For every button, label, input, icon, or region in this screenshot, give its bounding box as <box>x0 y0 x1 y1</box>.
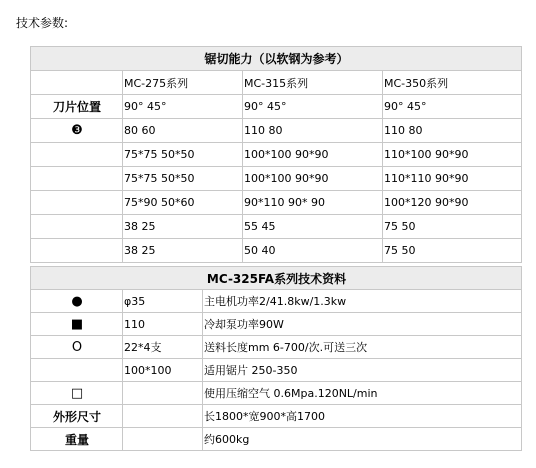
table-title: MC-325FA系列技术资料 <box>31 267 522 290</box>
table-cell: 22*4支 <box>123 336 203 359</box>
row-label <box>31 167 123 191</box>
row-label <box>31 191 123 215</box>
table-cell: 90*110 90* 90 <box>243 191 383 215</box>
model-header-row <box>31 71 522 95</box>
table-cell: 110 <box>123 313 203 336</box>
table-row <box>31 167 522 191</box>
table-title-row <box>31 47 522 71</box>
table-cell: 长1800*宽900*高1700 <box>203 405 522 428</box>
table-title-row <box>31 267 522 290</box>
technical-data-table <box>30 266 522 451</box>
table-cell: 75*75 50*50 <box>123 143 243 167</box>
table-cell: 80 60 <box>123 119 243 143</box>
square-outline-icon: □ <box>31 382 123 405</box>
number-three-icon: ❸ <box>31 119 123 143</box>
table-cell: 110 80 <box>243 119 383 143</box>
table-row <box>31 359 522 382</box>
model-header: MC-275系列 <box>123 71 243 95</box>
table-cell: φ35 <box>123 290 203 313</box>
table-cell: 38 25 <box>123 215 243 239</box>
table-cell <box>123 405 203 428</box>
page-label: 技术参数: <box>16 16 69 30</box>
table-row <box>31 191 522 215</box>
table-cell <box>123 382 203 405</box>
table-cell: 75 50 <box>383 239 522 263</box>
filled-square-icon: ■ <box>31 313 123 336</box>
row-label <box>31 359 123 382</box>
row-label: 刀片位置 <box>31 95 123 119</box>
table-cell: 送料长度mm 6-700/次.可送三次 <box>203 336 522 359</box>
model-header: MC-350系列 <box>383 71 522 95</box>
table-cell: 使用压缩空气 0.6Mpa.120NL/min <box>203 382 522 405</box>
table-row <box>31 290 522 313</box>
row-label <box>31 239 123 263</box>
table-cell: 110*100 90*90 <box>383 143 522 167</box>
table-cell: 100*100 <box>123 359 203 382</box>
table-cell: 100*100 90*90 <box>243 143 383 167</box>
table-row <box>31 119 522 143</box>
model-header: MC-315系列 <box>243 71 383 95</box>
table-row <box>31 336 522 359</box>
table-cell: 110 80 <box>383 119 522 143</box>
table-row <box>31 143 522 167</box>
sawing-capacity-table <box>30 46 522 263</box>
row-label <box>31 143 123 167</box>
table-cell: 冷却泵功率90W <box>203 313 522 336</box>
table-cell: 75*75 50*50 <box>123 167 243 191</box>
circle-outline-icon: O <box>31 336 123 359</box>
table-cell: 主电机功率2/41.8kw/1.3kw <box>203 290 522 313</box>
table-cell: 90° 45° <box>123 95 243 119</box>
table-cell: 75*90 50*60 <box>123 191 243 215</box>
filled-circle-icon: ● <box>31 290 123 313</box>
table-cell: 约600kg <box>203 428 522 451</box>
table-row <box>31 428 522 451</box>
table-row <box>31 95 522 119</box>
row-label: 外形尺寸 <box>31 405 123 428</box>
table-cell: 75 50 <box>383 215 522 239</box>
table-cell <box>123 428 203 451</box>
table-row <box>31 313 522 336</box>
table-row <box>31 405 522 428</box>
table-cell: 50 40 <box>243 239 383 263</box>
table-cell: 100*100 90*90 <box>243 167 383 191</box>
table-cell: 100*120 90*90 <box>383 191 522 215</box>
table-row <box>31 215 522 239</box>
table-cell: 适用锯片 250-350 <box>203 359 522 382</box>
corner-cell <box>31 71 123 95</box>
table-cell: 38 25 <box>123 239 243 263</box>
table-cell: 110*110 90*90 <box>383 167 522 191</box>
table-row <box>31 239 522 263</box>
table-title: 锯切能力（以软钢为参考） <box>31 47 522 71</box>
table-cell: 90° 45° <box>243 95 383 119</box>
row-label: 重量 <box>31 428 123 451</box>
table-cell: 55 45 <box>243 215 383 239</box>
row-label <box>31 215 123 239</box>
table-cell: 90° 45° <box>383 95 522 119</box>
table-row <box>31 382 522 405</box>
